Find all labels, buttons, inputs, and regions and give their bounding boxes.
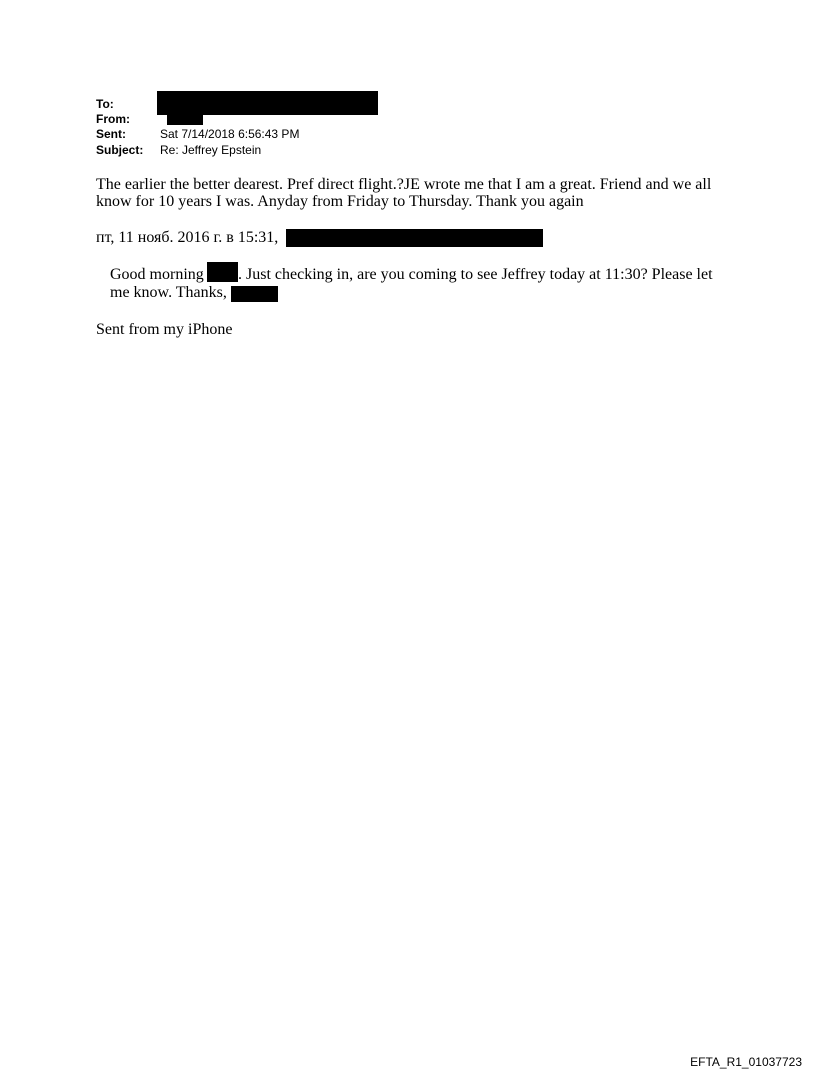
sent-from-signature: Sent from my iPhone [96,321,233,338]
to-label: To: [96,97,114,111]
quote-line-2: me know. Thanks, [110,284,227,301]
redacted-quote-name [207,262,238,282]
from-label: From: [96,112,130,126]
subject-value: Re: Jeffrey Epstein [160,143,262,157]
redacted-from-sender [167,115,203,125]
body-line-1: The earlier the better dearest. Pref direct flight.?JE wrote me that I am a great. Friend and we all [96,176,712,193]
subject-label: Subject: [96,143,144,157]
sent-value: Sat 7/14/2018 6:56:43 PM [160,127,300,141]
quote-line-1-start: Good morning [110,266,204,283]
quote-intro: пт, 11 нояб. 2016 г. в 15:31, [96,229,279,246]
document-id-footer: EFTA_R1_01037723 [690,1055,802,1069]
redacted-quote-sender [286,229,543,247]
body-line-2: know for 10 years I was. Anyday from Friday to Thursday. Thank you again [96,193,584,210]
sent-label: Sent: [96,127,126,141]
quote-line-1-end: . Just checking in, are you coming to see Jeffrey today at 11:30? Please let [238,266,713,283]
redacted-quote-signature [231,286,278,302]
redacted-to-recipient [157,91,378,115]
